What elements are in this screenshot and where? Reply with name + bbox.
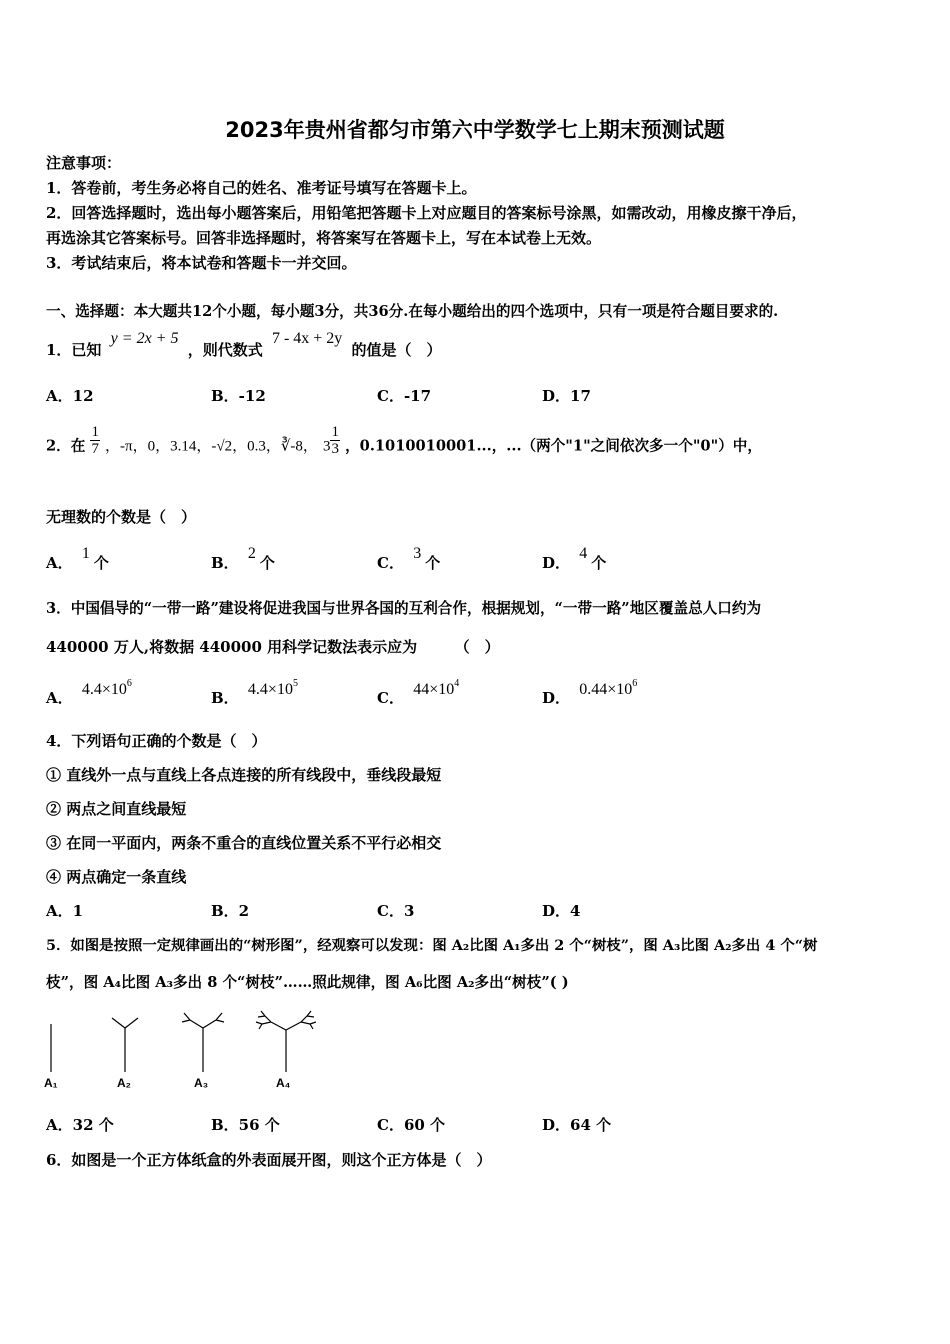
q4-statement: ② 两点之间直线最短 <box>46 800 187 818</box>
q3-option-c <box>377 678 460 709</box>
note-item: 3．考试结束后，将本试卷和答题卡一并交回。 <box>46 254 357 272</box>
note-item: 1．答卷前，考生务必将自己的姓名、准考证号填写在答题卡上。 <box>46 179 477 197</box>
q4-option-a: A．1 <box>46 902 84 920</box>
q5-option-b: B．56 个 <box>211 1116 280 1134</box>
q2-tail: ，0.1010010001...，...（两个"1"之间依次多一个"0"）中， <box>345 437 762 455</box>
q3-option-a <box>46 678 132 709</box>
q3-opt-label: A． <box>46 689 73 707</box>
q4-option-b: B．2 <box>211 902 250 920</box>
q3-opt-base: 0.44×10 <box>579 681 633 698</box>
tree-label-a3: A₃ <box>194 1076 209 1090</box>
q3-opt-base: 4.4×10 <box>247 681 293 698</box>
q3-opt-exp: 6 <box>126 678 132 689</box>
q3-opt-exp: 5 <box>292 678 298 689</box>
note-item: 2．回答选择题时，选出每小题答案后，用铅笔把答题卡上对应题目的答案标号涂黑，如需改动，用橡皮擦干净后， <box>46 204 807 222</box>
q3-opt-value <box>81 678 132 698</box>
q5-option-c: C．60 个 <box>377 1116 446 1134</box>
q2-opt-label: D． <box>542 554 571 572</box>
question-1 <box>46 330 442 361</box>
q2-line2: 无理数的个数是（ ） <box>46 508 197 526</box>
q4-option-c: C．3 <box>377 902 415 920</box>
tree-a3 <box>182 1013 224 1072</box>
tree-label-a1: A₁ <box>44 1076 58 1090</box>
q2-fraction <box>90 424 100 457</box>
q2-opt-label: A． <box>46 554 73 572</box>
q2-option-c <box>377 545 441 574</box>
q2-frac-den: 7 <box>91 441 99 457</box>
q2-mixed-num: 1 <box>331 424 339 440</box>
q2-opt-label: B． <box>211 554 239 572</box>
q2-mixed-whole: 3 <box>322 438 331 455</box>
tree-a4 <box>256 1011 316 1072</box>
q2-option-b <box>211 545 275 574</box>
q2-prefix: 2．在 <box>46 437 86 455</box>
q2-frac-num: 1 <box>91 424 99 440</box>
q2-opt-value: 3 <box>413 545 422 562</box>
q5-line1: 5．如图是按照一定规律画出的“树形图”，经观察可以发现：图 A₂比图 A₁多出 2 个“树枝”，图 A₃比图 A₂多出 4 个“树 <box>46 937 818 954</box>
q1-prefix: 1．已知 <box>46 341 102 359</box>
q5-line2: 枝”，图 A₄比图 A₃多出 8 个“树枝”……照此规律，图 A₆比图 A₂多出“树枝”( ) <box>46 974 569 991</box>
q3-line2: 440000 万人,将数据 440000 用科学记数法表示应为 （ ） <box>46 638 500 656</box>
tree-label-a2: A₂ <box>117 1076 131 1090</box>
q3-opt-exp: 6 <box>632 678 638 689</box>
q3-line1: 3．中国倡导的“一带一路”建设将促进我国与世界各国的互利合作，根据规划，“一带一路”地区覆盖总人口约为 <box>46 600 762 617</box>
q2-opt-value: 2 <box>247 545 256 562</box>
q3-opt-label: D． <box>542 689 571 707</box>
tree-figure <box>40 1010 340 1096</box>
q2-opt-value: 4 <box>579 545 588 562</box>
q1-expr1: y = 2x + 5 <box>110 330 179 347</box>
question-2 <box>46 424 762 457</box>
q3-opt-label: C． <box>377 689 404 707</box>
q3-opt-value <box>413 678 460 698</box>
tree-a2 <box>112 1018 138 1072</box>
q2-option-d <box>542 545 607 574</box>
q3-option-b <box>211 678 298 709</box>
notes-heading: 注意事项： <box>46 154 122 172</box>
q1-suffix: 的值是（ ） <box>351 341 442 359</box>
q6-stem: 6．如图是一个正方体纸盒的外表面展开图，则这个正方体是（ ） <box>46 1151 492 1169</box>
q5-option-d: D．64 个 <box>542 1116 612 1134</box>
q2-opt-unit: 个 <box>425 554 441 572</box>
q4-statement: ④ 两点确定一条直线 <box>46 868 187 886</box>
page-title: 2023年贵州省都匀市第六中学数学七上期末预测试题 <box>225 118 725 142</box>
q2-option-a <box>46 545 109 574</box>
q1-option-a: A．12 <box>46 387 94 405</box>
q3-opt-value <box>579 678 638 698</box>
q1-option-d: D．17 <box>542 387 591 405</box>
q3-option-d <box>542 678 638 709</box>
q3-opt-exp: 4 <box>454 678 460 689</box>
q2-opt-unit: 个 <box>259 554 275 572</box>
q2-mixed-den: 3 <box>331 441 339 457</box>
q5-option-a: A．32 个 <box>46 1116 114 1134</box>
q3-opt-base: 4.4×10 <box>81 681 127 698</box>
q4-stem: 4．下列语句正确的个数是（ ） <box>46 732 267 750</box>
q4-statement: ① 直线外一点与直线上各点连接的所有线段中，垂线段最短 <box>46 766 442 784</box>
tree-label-a4: A₄ <box>276 1076 291 1090</box>
q2-opt-value: 1 <box>81 545 90 562</box>
q3-opt-value <box>247 678 298 698</box>
q2-mixed-fraction <box>330 424 340 457</box>
q1-option-b: B．-12 <box>211 387 266 405</box>
q4-statement: ③ 在同一平面内，两条不重合的直线位置关系不平行必相交 <box>46 834 442 852</box>
q1-option-c: C．-17 <box>377 387 432 405</box>
q3-opt-base: 44×10 <box>413 681 455 698</box>
note-item: 再选涂其它答案标号。回答非选择题时，将答案写在答题卡上，写在本试卷上无效。 <box>46 229 602 247</box>
q1-mid: ，则代数式 <box>187 341 263 359</box>
q1-expr2: 7 - 4x + 2y <box>271 330 343 347</box>
q2-list: ，-π，0，3.14，-√2，0.3，∛-8， <box>105 438 318 455</box>
q2-opt-unit: 个 <box>591 554 607 572</box>
q3-opt-label: B． <box>211 689 239 707</box>
q2-opt-unit: 个 <box>93 554 109 572</box>
section-heading: 一、选择题：本大题共12个小题，每小题3分，共36分.在每小题给出的四个选项中，只有一项是符合题目要求的. <box>46 303 779 320</box>
q4-option-d: D．4 <box>542 902 581 920</box>
q2-opt-label: C． <box>377 554 404 572</box>
